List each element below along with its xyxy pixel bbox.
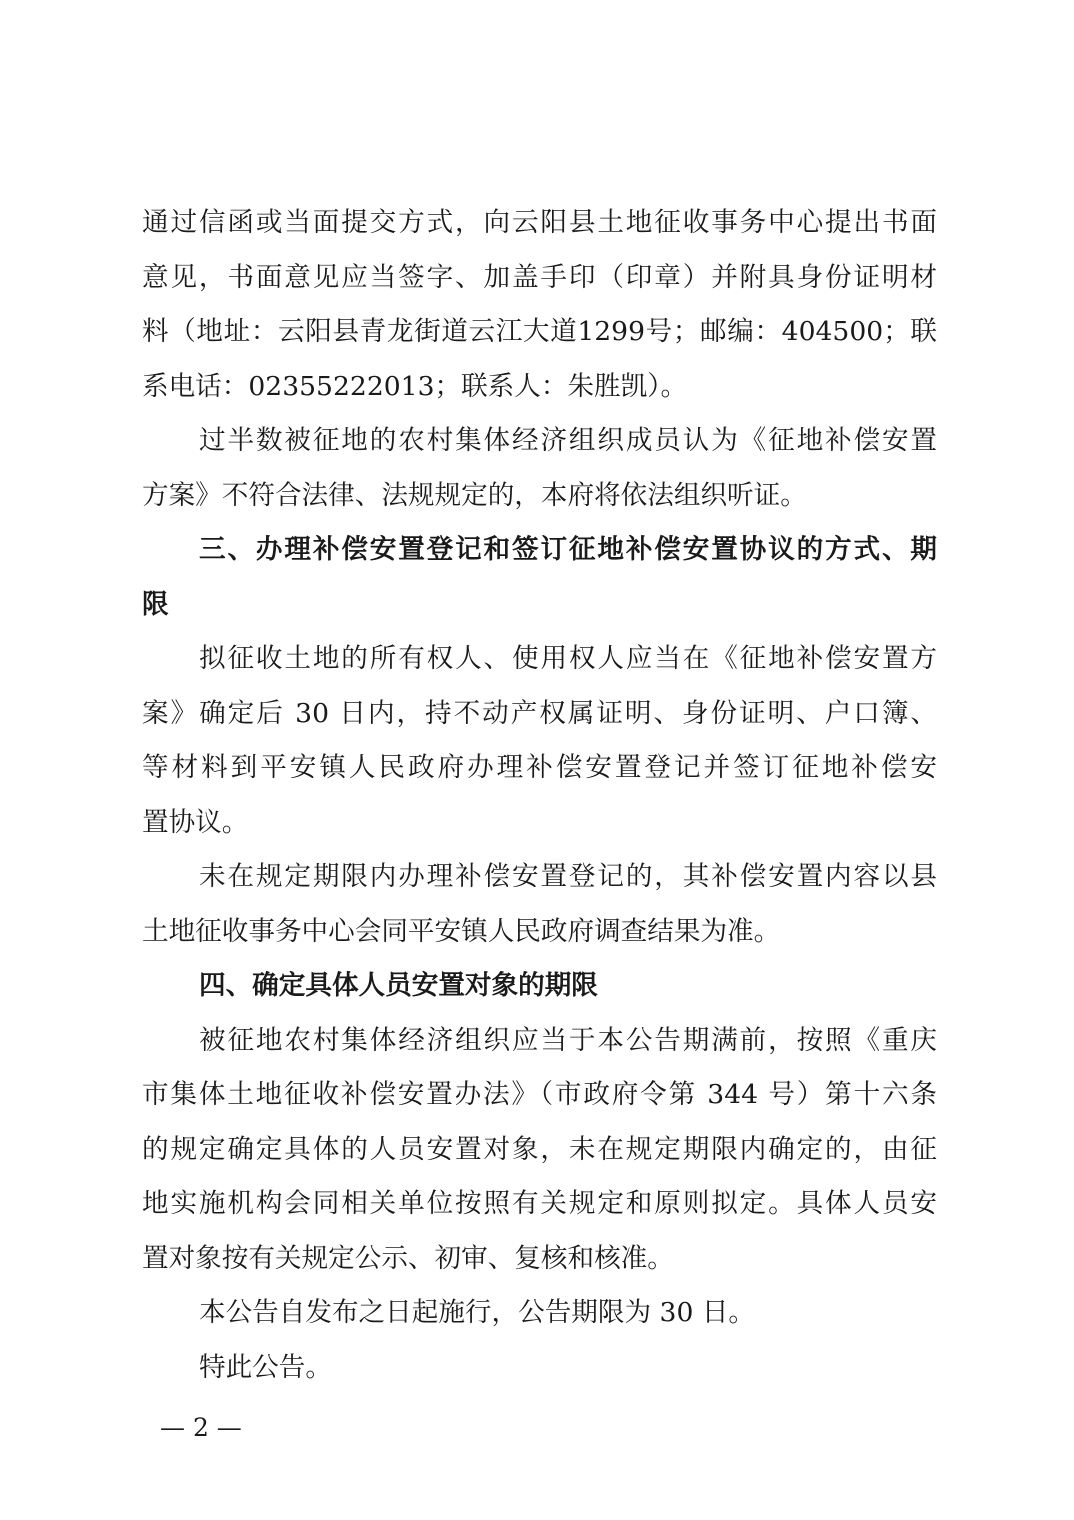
text-line: 市集体土地征收补偿安置办法》（市政府令第 344 号）第十六条 bbox=[142, 1079, 937, 1110]
text-line: 土地征收事务中心会同平安镇人民政府调查结果为准。 bbox=[142, 915, 781, 947]
text-line: 的规定确定具体的人员安置对象，未在规定期限内确定的，由征 bbox=[142, 1133, 937, 1165]
paragraph-first-line: 本公告自发布之日起施行，公告期限为 30 日。 bbox=[199, 1297, 756, 1328]
text-line: 料（地址：云阳县青龙街道云江大道1299号；邮编：404500；联 bbox=[142, 316, 937, 347]
text-line: 案》确定后 30 日内，持不动产权属证明、身份证明、户口簿、 bbox=[142, 697, 937, 729]
text-line: 置协议。 bbox=[142, 806, 249, 838]
text-line: 意见，书面意见应当签字、加盖手印（印章）并附具身份证明材 bbox=[142, 261, 937, 293]
page-number: — 2 — bbox=[160, 1413, 242, 1442]
paragraph-first-line: 被征地农村集体经济组织应当于本公告期满前，按照《重庆 bbox=[199, 1024, 937, 1056]
text-line: 通过信函或当面提交方式，向云阳县土地征收事务中心提出书面 bbox=[142, 207, 937, 238]
text-line: 置对象按有关规定公示、初审、复核和核准。 bbox=[142, 1242, 674, 1274]
document-body bbox=[142, 196, 937, 1395]
section-heading-3-continued: 限 bbox=[142, 588, 169, 620]
section-heading-4: 四、确定具体人员安置对象的期限 bbox=[199, 970, 598, 1001]
text-line: 系电话：02355222013；联系人：朱胜凯）。 bbox=[142, 370, 688, 402]
text-line: 方案》不符合法律、法规规定的，本府将依法组织听证。 bbox=[142, 479, 807, 511]
text-line: 地实施机构会同相关单位按照有关规定和原则拟定。具体人员安 bbox=[142, 1188, 937, 1219]
paragraph-first-line: 拟征收土地的所有权人、使用权人应当在《征地补偿安置方 bbox=[199, 643, 937, 674]
closing-line: 特此公告。 bbox=[199, 1351, 332, 1383]
paragraph-first-line: 过半数被征地的农村集体经济组织成员认为《征地补偿安置 bbox=[199, 425, 937, 456]
text-line: 等材料到平安镇人民政府办理补偿安置登记并签订征地补偿安 bbox=[142, 752, 937, 783]
paragraph-first-line: 未在规定期限内办理补偿安置登记的，其补偿安置内容以县 bbox=[199, 861, 937, 892]
section-heading-3: 三、办理补偿安置登记和签订征地补偿安置协议的方式、期 bbox=[199, 534, 937, 565]
